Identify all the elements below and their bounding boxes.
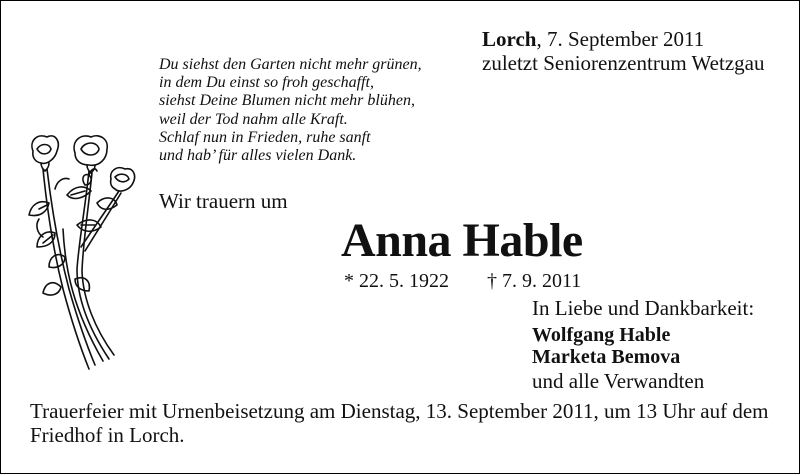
last-residence: zuletzt Seniorenzentrum Wetzgau	[482, 51, 765, 75]
date: , 7. September 2011	[536, 27, 705, 51]
poem-line: in dem Du einst so froh geschafft,	[159, 74, 374, 92]
poem-line: Du siehst den Garten nicht mehr grünen,	[159, 56, 422, 73]
mourner-name: Marketa Bemova	[532, 346, 681, 368]
memorial-poem	[159, 56, 422, 165]
birth-date: * 22. 5. 1922	[344, 270, 449, 292]
relatives-line: und alle Verwandten	[532, 369, 705, 393]
place: Lorch	[482, 27, 537, 51]
gratitude-line: In Liebe und Dankbarkeit:	[532, 296, 755, 320]
poem-line: Schlaf nun in Frieden, ruhe sanft	[159, 128, 371, 146]
poem-line: siehst Deine Blumen nicht mehr blühen,	[159, 92, 415, 110]
place-date-line	[482, 27, 704, 51]
mourner-name: Wolfgang Hable	[532, 324, 671, 346]
rose-bouquet-icon	[19, 129, 149, 374]
funeral-service-info: Trauerfeier mit Urnenbeisetzung am Dienstag, 13. September 2011, um 13 Uhr auf dem Friedhof in Lorch.	[30, 399, 769, 447]
poem-line: weil der Tod nahm alle Kraft.	[159, 110, 348, 128]
life-dates	[344, 269, 581, 293]
mourner-names	[532, 324, 680, 368]
mourning-text: Wir trauern um	[159, 189, 288, 213]
deceased-name: Anna Hable	[341, 214, 583, 267]
poem-line: und hab’ für alles vielen Dank.	[159, 147, 357, 165]
death-date: † 7. 9. 2011	[487, 270, 582, 292]
